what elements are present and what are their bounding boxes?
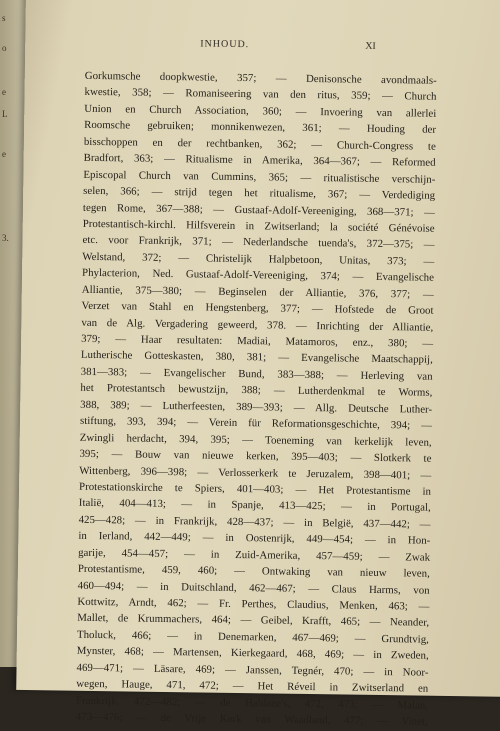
text-line: het Protestantsch bewustzijn, 388; — Lutherdenkmal te Worms,: [80, 382, 433, 400]
text-line: Welstand, 372; — Christelijk Halpbetoon, Unitas, 373; —: [82, 250, 435, 268]
text-line: wegen, Hauge, 471, 472; — Het Réveil in Zwitserland en: [76, 677, 429, 695]
text-line: Verzet van Stahl en Hengstenberg, 377; — Hofstede de Groot: [81, 299, 434, 317]
text-line: 395; — Bouw van nieuwe kerken, 395—403; — Slotkerk te: [79, 447, 432, 465]
text-line: 473—476; — de Vrije Kerk van Waadland, 477; — Vinet,: [75, 710, 428, 728]
text-line: Phylacterion, Ned. Gustaaf-Adolf-Vereeniging, 374; — Evangelische: [81, 267, 435, 284]
text-line: Alliantie, 375—380; — Beginselen der Alliantie, 376, 377; —: [81, 283, 434, 301]
facing-page-fragment: e: [2, 149, 6, 159]
text-line: Wittenberg, 396—398; — Verlosserkerk te Jeruzalem, 398—401; —: [79, 464, 432, 482]
facing-page-fragment: e: [2, 87, 6, 97]
text-line: 460—494; — in Duitschland, 462—467; — Claus Harms, von: [77, 579, 430, 597]
facing-page-fragment: o: [2, 43, 7, 53]
text-line: Mynster, 468; — Martensen, Kierkegaard, 468, 469; — in Zweden,: [76, 645, 429, 662]
text-line: Tholuck, 466; — in Denemarken, 467—469; — Grundtvig,: [76, 628, 430, 646]
page-title: INHOUD.: [200, 38, 250, 51]
text-line: Roomsche gebruiken; monnikenwezen, 361; — Houding der: [84, 119, 437, 137]
text-line: 469—471; — Läsare, 469; — Janssen, Tegnér, 470; — in Noor-: [76, 661, 429, 679]
text-line: in Ierland, 442—449; — in Oostenrijk, 449—454; — in Hon-: [78, 530, 431, 547]
text-line: Protestantisme, 459, 460; — Ontwaking van nieuw leven,: [77, 562, 430, 580]
text-line: Gorkumsche doopkwestie, 357; — Denisonsche avondmaals-: [84, 69, 437, 87]
text-line: tegen Rome, 367—388; — Gustaaf-Adolf-Vereeniging, 368—371; —: [82, 201, 436, 219]
table-of-contents-text: [76, 68, 437, 730]
text-line: Zwingli herdacht, 394, 395; — Toeneming van kerkelijk leven,: [79, 431, 432, 449]
text-line: selen, 366; — strijd tegen het ritualisme, 367; — Verdediging: [83, 184, 436, 202]
text-line: Frankrijk, 472—482; — de Haldane's, 472, 473; — Malan,: [76, 694, 429, 712]
text-line: Union en Church Association, 360; — Invoering van allerlei: [84, 102, 437, 120]
text-line: 388, 389; — Lutherfeesten, 389—393; — Allg. Deutsche Luther-: [80, 398, 433, 416]
text-line: Bradfort, 363; — Ritualisme in Amerika, 364—367; — Reformed: [83, 152, 436, 169]
page-number: XI: [365, 40, 376, 52]
facing-page-fragment: 3.: [2, 233, 9, 243]
text-line: 379; — Haar resultaten: Madiai, Matamoros, enz., 380; —: [81, 332, 434, 350]
text-line: Protestationskirche te Spiers, 401—403; — Het Protestantisme in: [78, 480, 432, 498]
book-page: [16, 0, 500, 728]
text-line: stiftung, 393, 394; — Verein für Reformationsgeschichte, 394; —: [79, 414, 433, 432]
text-line: Italië, 404—413; — in Spanje, 413—425; — in Portugal,: [78, 497, 431, 515]
running-header: [25, 36, 485, 58]
text-line: Mallet, de Krummachers, 464; — Geibel, Krafft, 465; — Neander,: [77, 612, 430, 630]
text-line: Episcopal Church van Cummins, 365; — ritualistische verschijn-: [83, 168, 436, 186]
text-line: garije, 454—457; — in Zuid-Amerika, 457—459; — Zwak: [78, 546, 431, 564]
text-line: Kottwitz, Arndt, 462; — Fr. Perthes, Claudius, Menken, 463; —: [77, 595, 430, 613]
text-line: bisschoppen en der rechtbanken, 362; — Church-Congress te: [83, 135, 436, 153]
text-line: kwestie, 358; — Romaniseering van den ritus, 359; — Church: [84, 86, 437, 104]
facing-page-fragment: L: [2, 109, 8, 119]
text-line: Lutherische Gotteskasten, 380, 381; — Evangelische Maatschappij,: [80, 349, 433, 367]
text-line: 425—428; — in Frankrijk, 428—437; — in België, 437—442; —: [78, 513, 431, 531]
text-line: etc. voor Frankrijk, 371; — Nederlandsche tuenda's, 372—375; —: [82, 234, 435, 252]
text-line: 381—383; — Evangelischer Bund, 383—388; — Herleving van: [80, 365, 433, 383]
facing-page-fragment: s: [2, 13, 6, 23]
text-line: van de Alg. Vergadering geweerd, 378. — Inrichting der Alliantie,: [81, 316, 434, 334]
text-line: Protestantisch-kirchl. Hilfsverein in Zwitserland; la société Génévoise: [82, 217, 435, 235]
